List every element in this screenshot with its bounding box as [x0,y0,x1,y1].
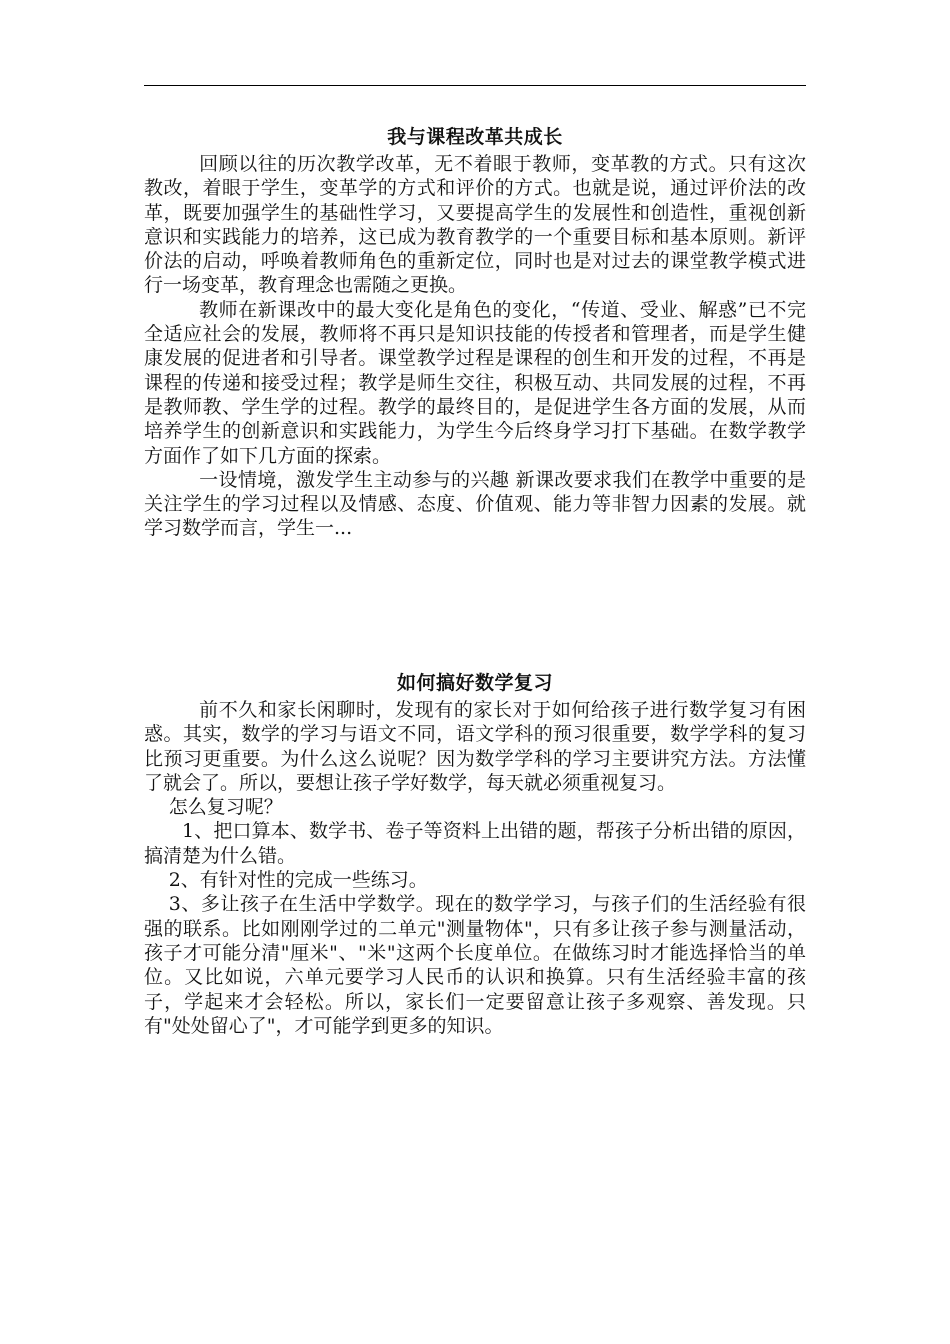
article-curriculum-reform [144,122,806,541]
header-rule [144,85,806,86]
article-paragraph: 前不久和家长闲聊时，发现有的家长对于如何给孩子进行数学复习有困惑。其实，数学的学习与语文不同，语文学科的预习很重要，数学学科的复习比预习更重要。为什么这么说呢？因为数学学科的学习主要讲究方法。方法懂了就会了。所以，要想让孩子学好数学，每天就必须重视复习。 [144,699,806,794]
article-paragraph: 2、有针对性的完成一些练习。 [168,869,428,892]
article-paragraph: 教师在新课改中的最大变化是角色的变化，“传道、受业、解惑”已不完全适应社会的发展，教师将不再只是知识技能的传授者和管理者，而是学生健康发展的促进者和引导者。课堂教学过程是课程的创生和开发的过程，不再是课程的传递和接受过程；教学是师生交往，积极互动、共同发展的过程，不再是教师教、学生学的过程。教学的最终目的，是促进学生各方面的发展，从而培养学生的创新意识和实践能力，为学生今后终身学习打下基础。在数学教学方面作了如下几方面的探索。 [144,298,806,467]
article-title: 如何搞好数学复习 [396,672,553,694]
article-paragraph: 1、把口算本、数学书、卷子等资料上出错的题，帮孩子分析出错的原因，搞清楚为什么错。 [144,820,806,867]
article-paragraph: 3、多让孩子在生活中学数学。现在的数学学习，与孩子们的生活经验有很强的联系。比如刚刚学过的二单元"测量物体"，只有多让孩子参与测量活动，孩子才可能分清"厘米"、"米"这两个长度单位。在做练习时才能选择恰当的单位。又比如说，六单元要学习人民币的认识和换算。只有生活经验丰富的孩子，学起来才会轻松。所以，家长们一定要留意让孩子多观察、善发现。只有"处处留心了"，才可能学到更多的知识。 [144,893,806,1037]
article-paragraph: 一设情境，激发学生主动参与的兴趣 新课改要求我们在教学中重要的是关注学生的学习过程以及情感、态度、价值观、能力等非智力因素的发展。就学习数学而言，学生一... [144,468,806,540]
article-paragraph: 回顾以往的历次教学改革，无不着眼于教师，变革教的方式。只有这次教改，着眼于学生，变革学的方式和评价的方式。也就是说，通过评价法的改革，既要加强学生的基础性学习，又要提高学生的发展性和创造性，重视创新意识和实践能力的培养，这已成为教育教学的一个重要目标和基本原则。新评价法的启动，呼唤着教师角色的重新定位，同时也是对过去的课堂教学模式进行一场变革，教育理念也需随之更换。 [144,153,806,297]
article-paragraph: 怎么复习呢？ [168,796,283,819]
article-math-review [144,668,806,1038]
article-title: 我与课程改革共成长 [387,126,563,148]
